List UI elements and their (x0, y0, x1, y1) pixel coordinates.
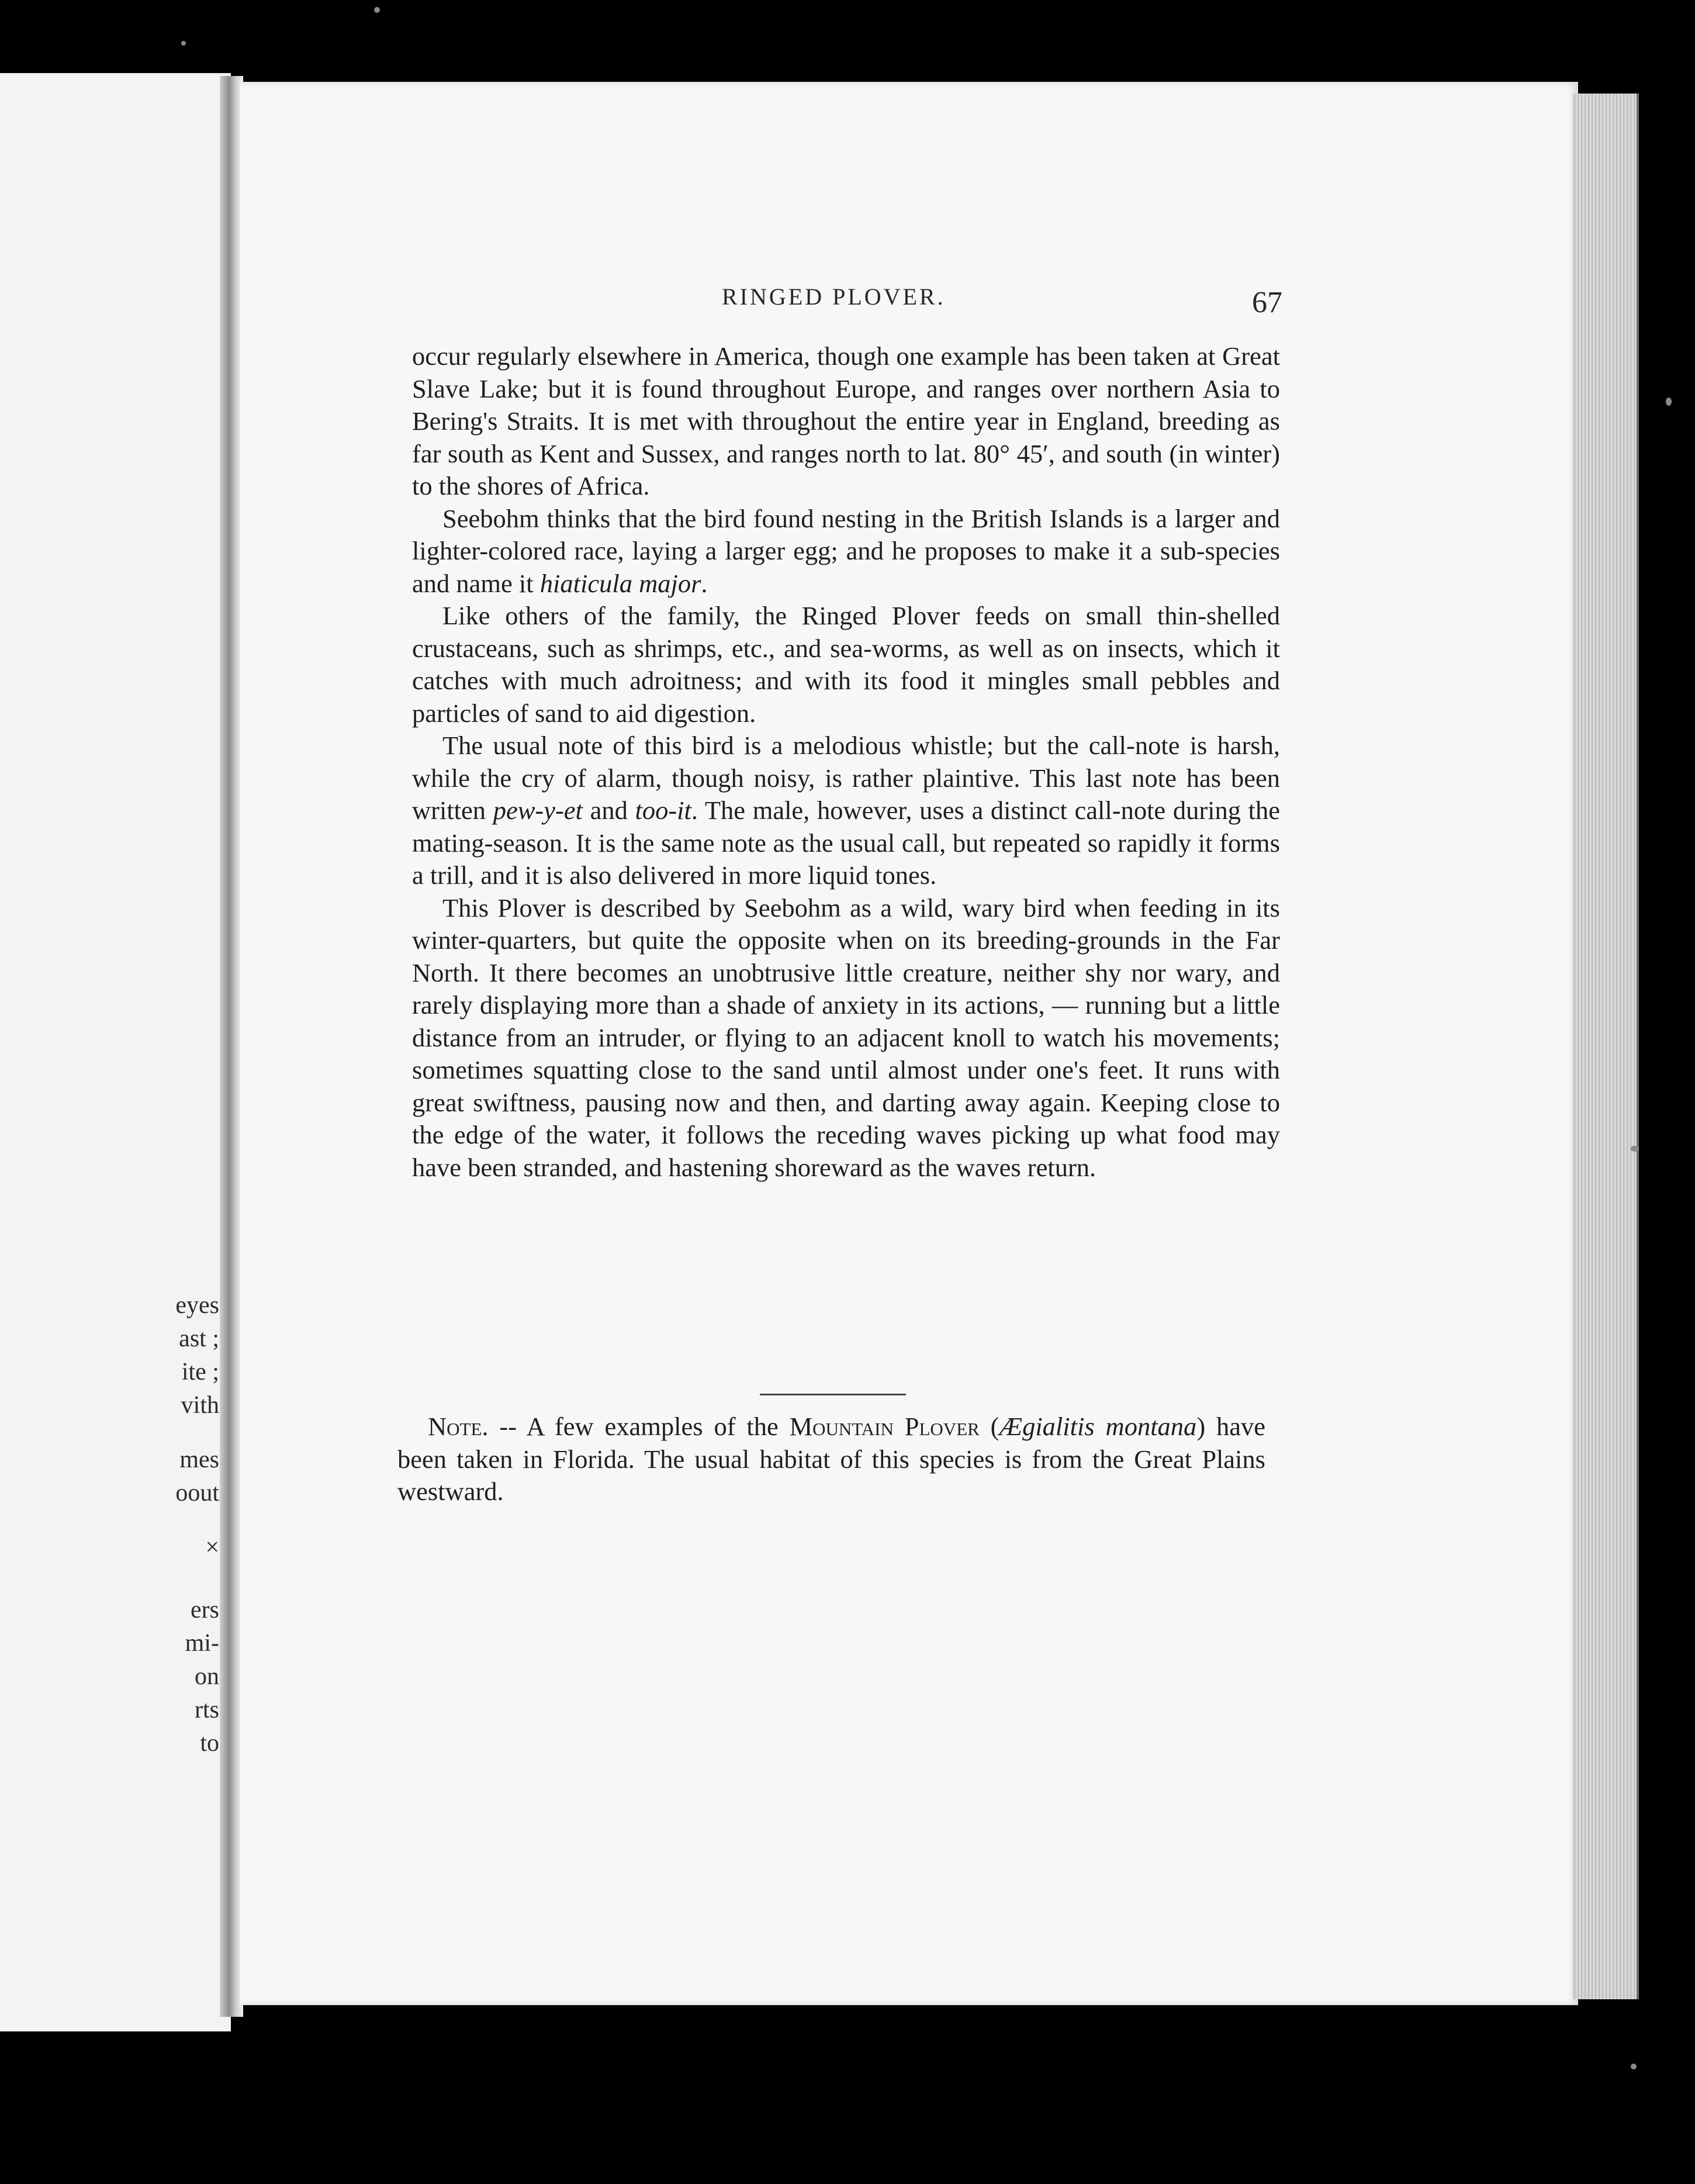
scan-speck (181, 41, 186, 46)
footnote: Note. -- A few examples of the Mountain Plover (Ægialitis montana) have been taken in Florida. The usual habitat of this species is from the Great Plains westward. (397, 1412, 1266, 1506)
left-fragment: ite ; (181, 1359, 219, 1385)
left-fragment: rts (195, 1696, 219, 1723)
paragraph-2: Seebohm thinks that the bird found nesting in the British Islands is a larger and lighter-colored race, laying a larger egg; and he proposes to make it a sub-species and name it hiaticula major. (412, 503, 1280, 598)
left-fragment: to (200, 1730, 219, 1757)
italic-name: hiaticula major (539, 568, 701, 598)
scan-speck (1666, 398, 1672, 406)
note-label: Note. (428, 1412, 489, 1441)
left-fragment: oout (175, 1480, 219, 1506)
page-number: 67 (1252, 286, 1282, 319)
left-fragment: ers (191, 1596, 219, 1623)
left-page (0, 73, 231, 2031)
left-fragment: eyes (175, 1292, 219, 1319)
paragraph-5: This Plover is described by Seebohm as a wild, wary bird when feeding in its winter-quarters, but quite the opposite when on its breeding-grounds in the Far North. It there becomes an unobtrusive little creature, neither shy nor wary, and rarely displaying more than a shade of anxiety in its actions, — running but a little distance from an intruder, or flying to an adjacent knoll to watch his movements; sometimes squatting close to the sand until almost under one's feet. It runs with great swiftness, pausing now and then, and darting away again. Keeping close to the edge of the water, it follows the receding waves picking up what food may have been stranded, and hastening shoreward as the waves return. (412, 893, 1280, 1182)
scan-speck (1631, 2064, 1637, 2069)
left-page-text-fragments (175, 1289, 219, 1760)
call-transcription: too-it (635, 796, 691, 825)
left-fragment: mi- (185, 1630, 219, 1657)
body-text (412, 340, 1280, 1184)
scan-speck (374, 7, 380, 13)
page-block-edges (1572, 94, 1639, 1999)
left-fragment: ast ; (179, 1325, 219, 1352)
species-latin-name: Ægialitis montana (999, 1412, 1197, 1441)
left-fragment: on (195, 1663, 219, 1690)
left-fragment: vith (181, 1392, 219, 1419)
section-rule (760, 1394, 906, 1395)
running-title: RINGED PLOVER. (722, 284, 946, 310)
left-fragment: mes (179, 1446, 219, 1473)
left-fragment: × (205, 1534, 219, 1561)
paragraph-4: The usual note of this bird is a melodious whistle; but the call-note is harsh, while the cry of alarm, though noisy, is rather plaintive. This last note has been written pew-y-et and too-it. The male, however, uses a distinct call-note during the mating-season. It is the same note as the usual call, but repeated so rapidly it forms a trill, and it is also delivered in more liquid tones. (412, 731, 1281, 890)
species-common-name: Mountain Plover (789, 1412, 980, 1441)
call-transcription: pew-y-et (493, 796, 583, 825)
paragraph-1: occur regularly elsewhere in America, though one example has been taken at Great Slave Lake; but it is found throughout Europe, and ranges over northern Asia to Bering's Straits. It is met with throughout the entire year in England, breeding as far south as Kent and Sussex, and ranges north to lat. 80° 45′, and south (in winter) to the shores of Africa. (412, 341, 1280, 500)
paragraph-3: Like others of the family, the Ringed Plover feeds on small thin-shelled crustaceans, such as shrimps, etc., and sea-worms, as well as on insects, which it catches with much adroitness; and with its food it mingles small pebbles and particles of sand to aid digestion. (412, 601, 1280, 728)
scan-speck (1631, 1146, 1639, 1152)
